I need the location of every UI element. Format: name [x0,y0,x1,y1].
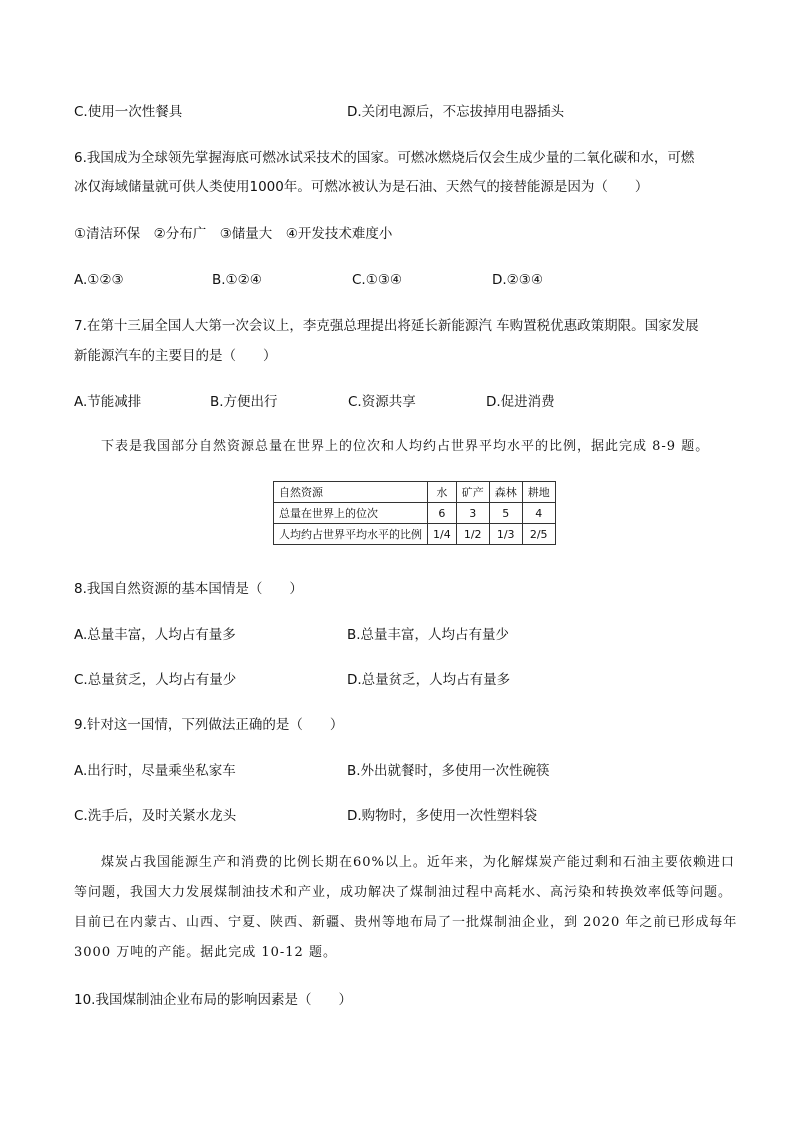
q9-option-a: A.出行时，尽量乘坐私家车 [74,763,236,779]
table-header-cell: 矿产 [456,482,489,503]
q9-option-d: D.购物时，多使用一次性塑料袋 [347,808,538,824]
coal-intro-line3: 目前已在内蒙古、山西、宁夏、陕西、新疆、贵州等地布局了一批煤制油企业，到 2020 年之前已形成每年 [74,915,738,930]
q9-option-b: B.外出就餐时，多使用一次性碗筷 [347,763,550,779]
q6-option-c: C.①③④ [352,272,403,288]
q6-items: ①清洁环保 ②分布广 ③储量大 ④开发技术难度小 [74,226,393,242]
table-intro: 下表是我国部分自然资源总量在世界上的位次和人均约占世界平均水平的比例，据此完成 8-9 题。 [101,439,710,454]
table-cell: 3 [456,503,489,524]
q7-stem-line2: 新能源汽车的主要目的是（ ） [74,348,277,364]
coal-intro-line1: 煤炭占我国能源生产和消费的比例长期在60%以上。近年来，为化解煤炭产能过剩和石油主要依赖进口 [101,855,735,870]
q8-option-d: D.总量贫乏，人均占有量多 [347,672,511,688]
q8-option-b: B.总量丰富，人均占有量少 [347,627,510,643]
table-cell: 1/3 [489,524,522,545]
q7-option-c: C.资源共享 [348,394,416,410]
table-header-cell: 森林 [489,482,522,503]
table-cell: 总量在世界上的位次 [274,503,428,524]
q9-option-c: C.洗手后，及时关紧水龙头 [74,808,237,824]
table-cell: 5 [489,503,522,524]
table-cell: 2/5 [522,524,555,545]
coal-intro-line4: 3000 万吨的产能。据此完成 10-12 题。 [74,945,337,960]
table-cell: 4 [522,503,555,524]
q9-stem: 9.针对这一国情，下列做法正确的是（ ） [74,717,344,733]
table-cell: 人均约占世界平均水平的比例 [274,524,428,545]
q7-stem-line1: 7.在第十三届全国人大第一次会议上，李克强总理提出将延长新能源汽 车购置税优惠政策期限。国家发展 [74,318,699,334]
q6-option-b: B.①②④ [212,272,262,288]
resource-table [273,481,556,545]
q6-option-d: D.②③④ [492,272,543,288]
q7-option-b: B.方便出行 [210,394,278,410]
q5-option-d: D.关闭电源后，不忘拔掉用电器插头 [347,104,565,120]
q6-stem-line2: 冰仅海域储量就可供人类使用1000年。可燃冰被认为是石油、天然气的接替能源是因为（ ） [74,179,649,195]
coal-intro-line2: 等问题，我国大力发展煤制油技术和产业，成功解决了煤制油过程中高耗水、高污染和转换效率低等问题。 [74,885,733,900]
table-header-cell: 自然资源 [274,482,428,503]
q5-option-c: C.使用一次性餐具 [74,104,183,120]
table-cell: 1/2 [456,524,489,545]
q6-stem-line1: 6.我国成为全球领先掌握海底可燃冰试采技术的国家。可燃冰燃烧后仅会生成少量的二氧化碳和水，可燃 [74,150,695,166]
table-row [274,503,556,524]
q8-option-c: C.总量贫乏，人均占有量少 [74,672,237,688]
q7-option-a: A.节能减排 [74,394,142,410]
table-cell: 1/4 [428,524,457,545]
table-header-row [274,482,556,503]
q6-option-a: A.①②③ [74,272,124,288]
table-cell: 6 [428,503,457,524]
q10-stem: 10.我国煤制油企业布局的影响因素是（ ） [74,992,352,1008]
table-header-cell: 水 [428,482,457,503]
q8-stem: 8.我国自然资源的基本国情是（ ） [74,581,303,597]
table-row [274,524,556,545]
table-header-cell: 耕地 [522,482,555,503]
q7-option-d: D.促进消费 [486,394,555,410]
q8-option-a: A.总量丰富，人均占有量多 [74,627,236,643]
